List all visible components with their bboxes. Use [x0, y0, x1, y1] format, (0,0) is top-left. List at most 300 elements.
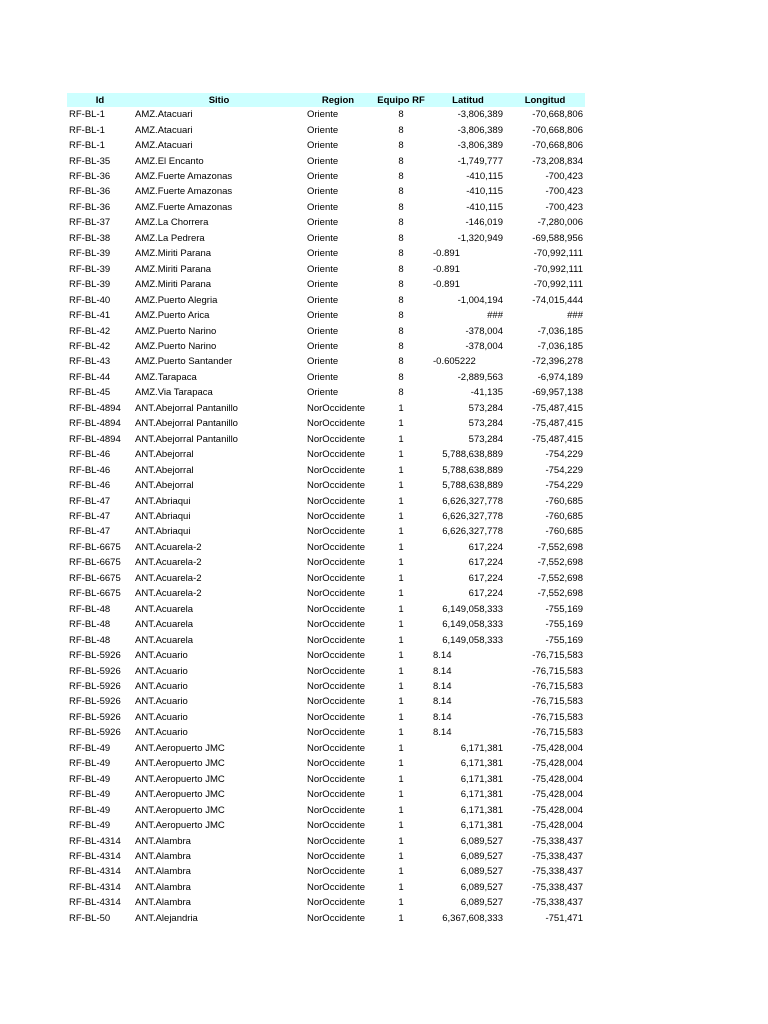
cell-latitud: -1,004,194: [457, 294, 503, 306]
cell-region: Oriente: [307, 232, 339, 244]
cell-equipo-rf: 1: [398, 480, 404, 492]
cell-latitud: -3,806,389: [457, 109, 503, 121]
cell-equipo-rf: 1: [398, 850, 404, 862]
cell-equipo-rf: 1: [398, 619, 404, 631]
cell-latitud: -1,749,777: [457, 155, 503, 167]
cell-latitud: 6,626,327,778: [442, 511, 503, 522]
cell-region: NorOccidente: [307, 650, 366, 662]
cell-equipo-rf: 8: [398, 341, 404, 353]
cell-sitio: AMZ.Miriti Parana: [135, 279, 212, 291]
table-row: [67, 385, 585, 400]
cell-longitud: -75,487,415: [532, 402, 583, 414]
table-row: [67, 864, 585, 879]
cell-region: Oriente: [307, 310, 339, 322]
cell-equipo-rf: 1: [398, 464, 404, 476]
table-row: [67, 354, 585, 369]
cell-region: NorOccidente: [307, 433, 366, 445]
cell-equipo-rf: 1: [398, 820, 404, 832]
cell-region: NorOccidente: [307, 758, 366, 770]
table-row: [67, 540, 585, 555]
cell-sitio: ANT.Alambra: [135, 850, 191, 862]
table-row: [67, 169, 585, 184]
cell-equipo-rf: 1: [398, 433, 404, 445]
table-row: [67, 509, 585, 524]
cell-longitud: ###: [567, 310, 583, 322]
cell-id: RF-BL-5926: [69, 711, 121, 723]
cell-sitio: ANT.Abriaqui: [135, 511, 191, 522]
cell-region: Oriente: [307, 171, 339, 183]
cell-sitio: ANT.Aeropuerto JMC: [135, 742, 225, 754]
cell-region: Oriente: [307, 341, 339, 353]
cell-id: RF-BL-47: [69, 495, 111, 507]
cell-longitud: -70,668,806: [532, 140, 583, 152]
cell-region: Oriente: [307, 186, 339, 198]
cell-latitud: 573,284: [468, 433, 503, 445]
cell-id: RF-BL-37: [69, 217, 111, 229]
cell-id: RF-BL-45: [69, 387, 111, 399]
cell-longitud: -70,668,806: [532, 124, 583, 136]
cell-latitud: -3,806,389: [457, 124, 503, 136]
cell-sitio: AMZ.Atacuari: [135, 124, 193, 136]
cell-region: NorOccidente: [307, 665, 366, 677]
cell-latitud: -378,004: [465, 325, 503, 337]
cell-region: NorOccidente: [307, 634, 366, 646]
cell-region: NorOccidente: [307, 804, 366, 816]
cell-region: NorOccidente: [307, 464, 366, 476]
cell-sitio: AMZ.Atacuari: [135, 140, 193, 152]
cell-equipo-rf: 8: [398, 140, 404, 152]
cell-id: RF-BL-43: [69, 356, 111, 368]
cell-equipo-rf: 8: [398, 217, 404, 229]
table-body: [67, 107, 585, 926]
cell-equipo-rf: 1: [398, 511, 404, 522]
cell-id: RF-BL-46: [69, 464, 111, 476]
cell-sitio: AMZ.Via Tarapaca: [135, 387, 213, 399]
cell-id: RF-BL-46: [69, 480, 111, 492]
cell-longitud: -70,992,111: [533, 248, 583, 260]
cell-equipo-rf: 1: [398, 572, 404, 584]
cell-id: RF-BL-46: [69, 449, 111, 461]
cell-id: RF-BL-48: [69, 634, 111, 646]
cell-id: RF-BL-5926: [69, 727, 121, 739]
cell-region: Oriente: [307, 356, 339, 368]
cell-sitio: ANT.Abejorral: [135, 449, 194, 461]
cell-sitio: ANT.Aeropuerto JMC: [135, 820, 225, 832]
cell-longitud: -755,169: [545, 603, 583, 615]
cell-latitud: -410,115: [466, 186, 503, 198]
table-row: [67, 787, 585, 802]
cell-latitud: 6,171,381: [460, 773, 503, 785]
cell-sitio: AMZ.La Pedrera: [135, 232, 205, 244]
cell-sitio: ANT.Aeropuerto JMC: [135, 804, 225, 816]
cell-longitud: -70,668,806: [532, 109, 583, 121]
cell-latitud: 6,089,527: [460, 850, 503, 862]
cell-latitud: 6,149,058,333: [442, 603, 503, 615]
table-row: [67, 648, 585, 663]
cell-equipo-rf: 8: [398, 356, 404, 368]
cell-sitio: ANT.Acuario: [135, 696, 188, 708]
cell-longitud: -75,338,437: [532, 881, 583, 893]
cell-longitud: -700,423: [545, 171, 583, 183]
cell-sitio: ANT.Abejorral: [135, 480, 194, 492]
cell-latitud: -410,115: [466, 201, 503, 213]
cell-equipo-rf: 1: [398, 526, 404, 538]
cell-id: RF-BL-6675: [69, 572, 121, 584]
cell-region: NorOccidente: [307, 789, 366, 801]
table-row: [67, 771, 585, 786]
cell-longitud: -76,715,583: [532, 680, 583, 692]
cell-equipo-rf: 1: [398, 912, 404, 924]
cell-sitio: ANT.Alambra: [135, 835, 191, 847]
cell-sitio: ANT.Aeropuerto JMC: [135, 789, 225, 801]
cell-longitud: -75,428,004: [532, 758, 583, 770]
cell-sitio: AMZ.La Chorrera: [135, 217, 209, 229]
cell-id: RF-BL-41: [69, 310, 111, 322]
cell-latitud: -2,889,563: [457, 371, 503, 383]
column-header-region: Region: [305, 93, 371, 107]
table-row: [67, 277, 585, 292]
table-row: [67, 447, 585, 462]
table-row: [67, 231, 585, 246]
cell-region: NorOccidente: [307, 572, 366, 584]
cell-id: RF-BL-5926: [69, 650, 121, 662]
cell-id: RF-BL-38: [69, 232, 111, 244]
cell-longitud: -76,715,583: [532, 665, 583, 677]
table-row: [67, 555, 585, 570]
cell-latitud: -0.891: [433, 263, 460, 275]
cell-sitio: ANT.Acuario: [135, 665, 188, 677]
table-row: [67, 432, 585, 447]
cell-sitio: ANT.Acuarela-2: [135, 572, 202, 584]
cell-id: RF-BL-5926: [69, 696, 121, 708]
cell-id: RF-BL-4894: [69, 418, 121, 430]
cell-equipo-rf: 1: [398, 650, 404, 662]
cell-latitud: 617,224: [468, 557, 503, 569]
table-row: [67, 215, 585, 230]
cell-longitud: -72,396,278: [532, 356, 583, 368]
cell-region: NorOccidente: [307, 495, 366, 507]
cell-latitud: 6,626,327,778: [442, 495, 503, 507]
cell-equipo-rf: 1: [398, 711, 404, 723]
cell-region: Oriente: [307, 325, 339, 337]
cell-latitud: 5,788,638,889: [442, 449, 503, 461]
cell-equipo-rf: 8: [398, 294, 404, 306]
cell-region: NorOccidente: [307, 619, 366, 631]
cell-longitud: -69,588,956: [532, 232, 583, 244]
cell-sitio: AMZ.El Encanto: [135, 155, 204, 167]
cell-id: RF-BL-4314: [69, 850, 121, 862]
cell-id: RF-BL-36: [69, 186, 111, 198]
cell-region: NorOccidente: [307, 541, 366, 553]
cell-region: Oriente: [307, 263, 339, 275]
cell-id: RF-BL-39: [69, 248, 111, 260]
cell-equipo-rf: 1: [398, 588, 404, 600]
cell-latitud: 617,224: [468, 541, 503, 553]
table-row: [67, 370, 585, 385]
cell-region: NorOccidente: [307, 480, 366, 492]
cell-id: RF-BL-48: [69, 603, 111, 615]
cell-id: RF-BL-49: [69, 789, 111, 801]
column-header-id: Id: [67, 93, 133, 107]
cell-sitio: ANT.Acuarela: [135, 603, 194, 615]
cell-longitud: -75,338,437: [532, 850, 583, 862]
cell-longitud: -700,423: [545, 201, 583, 213]
cell-id: RF-BL-4314: [69, 881, 121, 893]
cell-id: RF-BL-42: [69, 341, 111, 353]
cell-id: RF-BL-6675: [69, 557, 121, 569]
cell-latitud: -0.891: [433, 279, 460, 291]
cell-latitud: 573,284: [468, 418, 503, 430]
cell-sitio: ANT.Alejandria: [135, 912, 198, 924]
table-row: [67, 756, 585, 771]
cell-region: NorOccidente: [307, 603, 366, 615]
cell-region: NorOccidente: [307, 418, 366, 430]
cell-sitio: ANT.Abejorral Pantanillo: [135, 433, 238, 445]
table-row: [67, 895, 585, 910]
cell-latitud: -146,019: [465, 217, 503, 229]
cell-longitud: -75,428,004: [532, 789, 583, 801]
cell-region: Oriente: [307, 201, 339, 213]
cell-latitud: 6,171,381: [460, 758, 503, 770]
table-row: [67, 617, 585, 632]
cell-equipo-rf: 1: [398, 418, 404, 430]
table-row: [67, 911, 585, 926]
table-row: [67, 694, 585, 709]
cell-sitio: ANT.Acuario: [135, 727, 188, 739]
cell-latitud: -3,806,389: [457, 140, 503, 152]
cell-latitud: 8.14: [433, 711, 452, 723]
cell-latitud: 8.14: [433, 665, 452, 677]
cell-longitud: -754,229: [545, 480, 583, 492]
cell-latitud: 6,089,527: [460, 835, 503, 847]
table-row: [67, 401, 585, 416]
cell-longitud: -755,169: [545, 634, 583, 646]
cell-latitud: 6,171,381: [460, 742, 503, 754]
cell-latitud: 6,149,058,333: [442, 634, 503, 646]
table-row: [67, 138, 585, 153]
cell-longitud: -76,715,583: [532, 727, 583, 739]
cell-sitio: AMZ.Puerto Arica: [135, 310, 210, 322]
cell-equipo-rf: 8: [398, 279, 404, 291]
cell-latitud: 6,171,381: [460, 820, 503, 832]
cell-longitud: -755,169: [545, 619, 583, 631]
cell-sitio: AMZ.Atacuari: [135, 109, 193, 121]
column-header-longitud: Longitud: [505, 93, 585, 107]
table-row: [67, 184, 585, 199]
cell-equipo-rf: 1: [398, 897, 404, 909]
column-header-sitio: Sitio: [133, 93, 305, 107]
cell-sitio: ANT.Abriaqui: [135, 526, 191, 538]
cell-latitud: 8.14: [433, 680, 452, 692]
cell-sitio: AMZ.Fuerte Amazonas: [135, 171, 233, 183]
cell-id: RF-BL-36: [69, 171, 111, 183]
cell-sitio: ANT.Alambra: [135, 897, 191, 909]
cell-sitio: ANT.Abriaqui: [135, 495, 191, 507]
cell-id: RF-BL-49: [69, 804, 111, 816]
cell-longitud: -7,552,698: [537, 572, 583, 584]
cell-latitud: 6,367,608,333: [442, 912, 503, 924]
cell-longitud: -75,487,415: [532, 418, 583, 430]
cell-id: RF-BL-4894: [69, 402, 121, 414]
cell-region: NorOccidente: [307, 897, 366, 909]
cell-sitio: ANT.Aeropuerto JMC: [135, 758, 225, 770]
cell-longitud: -74,015,444: [532, 294, 583, 306]
cell-region: NorOccidente: [307, 680, 366, 692]
cell-region: NorOccidente: [307, 742, 366, 754]
cell-sitio: ANT.Abejorral: [135, 464, 194, 476]
cell-sitio: ANT.Acuario: [135, 711, 188, 723]
cell-longitud: -7,552,698: [537, 557, 583, 569]
table-row: [67, 416, 585, 431]
cell-equipo-rf: 1: [398, 557, 404, 569]
cell-latitud: 6,171,381: [460, 789, 503, 801]
cell-id: RF-BL-1: [69, 124, 105, 136]
table-row: [67, 833, 585, 848]
table-row: [67, 292, 585, 307]
cell-longitud: -75,338,437: [532, 866, 583, 878]
cell-region: NorOccidente: [307, 511, 366, 522]
table-row: [67, 663, 585, 678]
cell-region: NorOccidente: [307, 526, 366, 538]
cell-latitud: 5,788,638,889: [442, 480, 503, 492]
cell-id: RF-BL-6675: [69, 588, 121, 600]
cell-equipo-rf: 8: [398, 263, 404, 275]
table-row: [67, 478, 585, 493]
cell-region: Oriente: [307, 140, 339, 152]
cell-id: RF-BL-49: [69, 742, 111, 754]
cell-id: RF-BL-4314: [69, 835, 121, 847]
cell-region: NorOccidente: [307, 557, 366, 569]
cell-longitud: -75,428,004: [532, 820, 583, 832]
cell-longitud: -6,974,189: [537, 371, 583, 383]
cell-region: NorOccidente: [307, 912, 366, 924]
cell-equipo-rf: 1: [398, 680, 404, 692]
cell-id: RF-BL-36: [69, 201, 111, 213]
cell-latitud: 6,171,381: [460, 804, 503, 816]
cell-id: RF-BL-1: [69, 109, 105, 121]
cell-latitud: 6,089,527: [460, 866, 503, 878]
cell-equipo-rf: 1: [398, 634, 404, 646]
cell-equipo-rf: 1: [398, 402, 404, 414]
table-row: [67, 741, 585, 756]
cell-equipo-rf: 1: [398, 541, 404, 553]
cell-longitud: -700,423: [545, 186, 583, 198]
cell-longitud: -76,715,583: [532, 696, 583, 708]
cell-latitud: 6,089,527: [460, 897, 503, 909]
cell-equipo-rf: 1: [398, 603, 404, 615]
cell-sitio: AMZ.Fuerte Amazonas: [135, 186, 233, 198]
cell-region: Oriente: [307, 217, 339, 229]
cell-sitio: AMZ.Puerto Santander: [135, 356, 233, 368]
cell-region: Oriente: [307, 294, 339, 306]
cell-latitud: 617,224: [468, 572, 503, 584]
cell-latitud: -0.891: [433, 248, 460, 260]
cell-equipo-rf: 1: [398, 665, 404, 677]
table-row: [67, 725, 585, 740]
cell-longitud: -76,715,583: [532, 650, 583, 662]
cell-equipo-rf: 8: [398, 325, 404, 337]
cell-sitio: ANT.Acuario: [135, 680, 188, 692]
table-row: [67, 323, 585, 338]
cell-sitio: AMZ.Puerto Narino: [135, 325, 217, 337]
cell-latitud: 573,284: [468, 402, 503, 414]
table-row: [67, 122, 585, 137]
cell-equipo-rf: 1: [398, 835, 404, 847]
cell-equipo-rf: 1: [398, 696, 404, 708]
cell-id: RF-BL-49: [69, 758, 111, 770]
cell-longitud: -75,338,437: [532, 897, 583, 909]
header-row: [67, 93, 585, 107]
table-row: [67, 308, 585, 323]
cell-region: NorOccidente: [307, 881, 366, 893]
cell-latitud: -410,115: [466, 171, 503, 183]
cell-sitio: AMZ.Puerto Narino: [135, 341, 217, 353]
table-row: [67, 802, 585, 817]
cell-longitud: -7,280,006: [537, 217, 583, 229]
cell-sitio: AMZ.Puerto Alegria: [135, 294, 218, 306]
cell-id: RF-BL-4314: [69, 866, 121, 878]
cell-id: RF-BL-48: [69, 619, 111, 631]
cell-equipo-rf: 1: [398, 495, 404, 507]
cell-latitud: 8.14: [433, 727, 452, 739]
cell-equipo-rf: 8: [398, 109, 404, 121]
cell-id: RF-BL-35: [69, 155, 111, 167]
column-header-latitud: Latitud: [431, 93, 505, 107]
cell-region: NorOccidente: [307, 773, 366, 785]
cell-latitud: -1,320,949: [457, 232, 503, 244]
cell-sitio: ANT.Acuario: [135, 650, 188, 662]
cell-id: RF-BL-49: [69, 773, 111, 785]
cell-region: Oriente: [307, 248, 339, 260]
cell-equipo-rf: 8: [398, 232, 404, 244]
cell-region: NorOccidente: [307, 866, 366, 878]
cell-latitud: 8.14: [433, 696, 452, 708]
cell-sitio: ANT.Abejorral Pantanillo: [135, 402, 238, 414]
cell-longitud: -7,036,185: [537, 325, 583, 337]
cell-latitud: -0.605222: [433, 356, 476, 368]
cell-sitio: ANT.Abejorral Pantanillo: [135, 418, 238, 430]
table-row: [67, 246, 585, 261]
cell-equipo-rf: 1: [398, 866, 404, 878]
cell-longitud: -751,471: [545, 912, 583, 924]
cell-equipo-rf: 8: [398, 124, 404, 136]
cell-region: Oriente: [307, 155, 339, 167]
table-row: [67, 462, 585, 477]
cell-longitud: -69,957,138: [532, 387, 583, 399]
table-row: [67, 262, 585, 277]
table-row: [67, 153, 585, 168]
cell-region: NorOccidente: [307, 850, 366, 862]
cell-id: RF-BL-4894: [69, 433, 121, 445]
table-row: [67, 818, 585, 833]
cell-sitio: ANT.Acuarela-2: [135, 588, 202, 600]
cell-latitud: 6,626,327,778: [442, 526, 503, 538]
cell-longitud: -760,685: [545, 526, 583, 538]
cell-latitud: 8.14: [433, 650, 452, 662]
cell-region: NorOccidente: [307, 820, 366, 832]
table-row: [67, 602, 585, 617]
cell-region: NorOccidente: [307, 711, 366, 723]
cell-latitud: 6,149,058,333: [442, 619, 503, 631]
table-row: [67, 710, 585, 725]
cell-region: Oriente: [307, 387, 339, 399]
cell-longitud: -754,229: [545, 449, 583, 461]
cell-equipo-rf: 1: [398, 804, 404, 816]
cell-sitio: AMZ.Tarapaca: [135, 371, 197, 383]
cell-longitud: -73,208,834: [532, 155, 583, 167]
cell-longitud: -70,992,111: [533, 279, 583, 291]
cell-equipo-rf: 1: [398, 881, 404, 893]
